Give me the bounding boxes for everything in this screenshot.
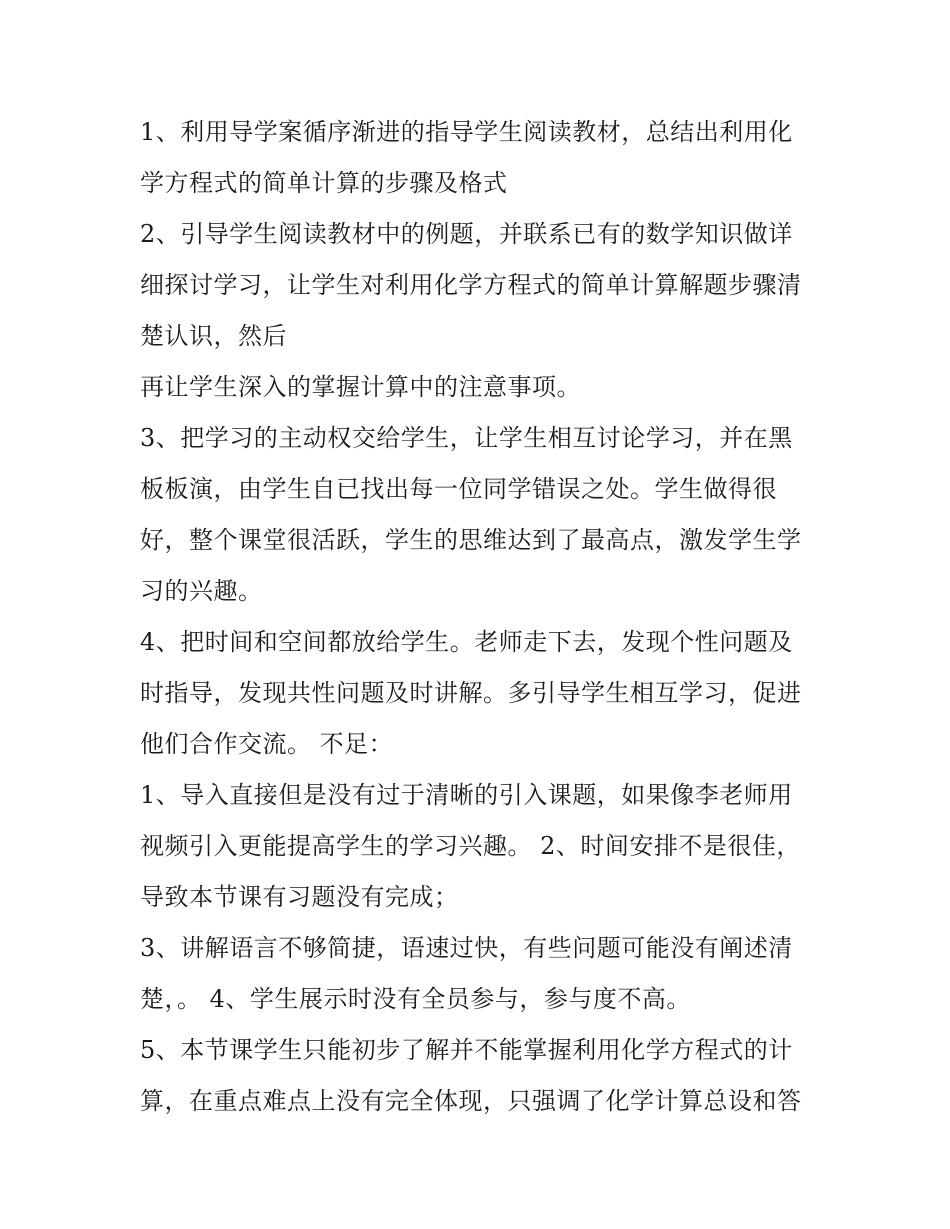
text-line: 1、导入直接但是没有过于清晰的引入课题，如果像李老师用: [140, 781, 793, 809]
text-line: 细探讨学习，让学生对利用化学方程式的简单计算解题步骤清: [140, 271, 802, 299]
document-body: [140, 107, 830, 1127]
text-line: 楚认识，然后: [140, 322, 287, 350]
text-line: 他们合作交流。 不足：: [140, 730, 394, 758]
text-line: 算，在重点难点上没有完全体现，只强调了化学计算总设和答: [140, 1087, 802, 1115]
text-line: 再让学生深入的掌握计算中的注意事项。: [140, 373, 581, 401]
text-line: 1、利用导学案循序渐进的指导学生阅读教材，总结出利用化: [140, 118, 793, 146]
text-line: 导致本节课有习题没有完成；: [140, 883, 459, 911]
text-line: 学方程式的简单计算的步骤及格式: [140, 169, 508, 197]
text-line: 4、把时间和空间都放给学生。老师走下去，发现个性问题及: [140, 628, 793, 656]
text-line: 2、引导学生阅读教材中的例题，并联系已有的数学知识做详: [140, 220, 793, 248]
text-line: 5、本节课学生只能初步了解并不能掌握利用化学方程式的计: [140, 1036, 793, 1064]
text-line: 时指导，发现共性问题及时讲解。多引导学生相互学习，促进: [140, 679, 802, 707]
text-line: 3、把学习的主动权交给学生，让学生相互讨论学习，并在黑: [140, 424, 793, 452]
text-line: 3、讲解语言不够简捷，语速过快，有些问题可能没有阐述清: [140, 934, 793, 962]
text-line: 楚，。 4、学生展示时没有全员参与，参与度不高。: [140, 985, 691, 1013]
text-line: 板板演，由学生自已找出每一位同学错误之处。学生做得很: [140, 475, 777, 503]
text-line: 视频引入更能提高学生的学习兴趣。 2、时间安排不是很佳，: [140, 832, 801, 860]
text-line: 习的兴趣。: [140, 577, 263, 605]
text-line: 好，整个课堂很活跃，学生的思维达到了最高点，激发学生学: [140, 526, 802, 554]
